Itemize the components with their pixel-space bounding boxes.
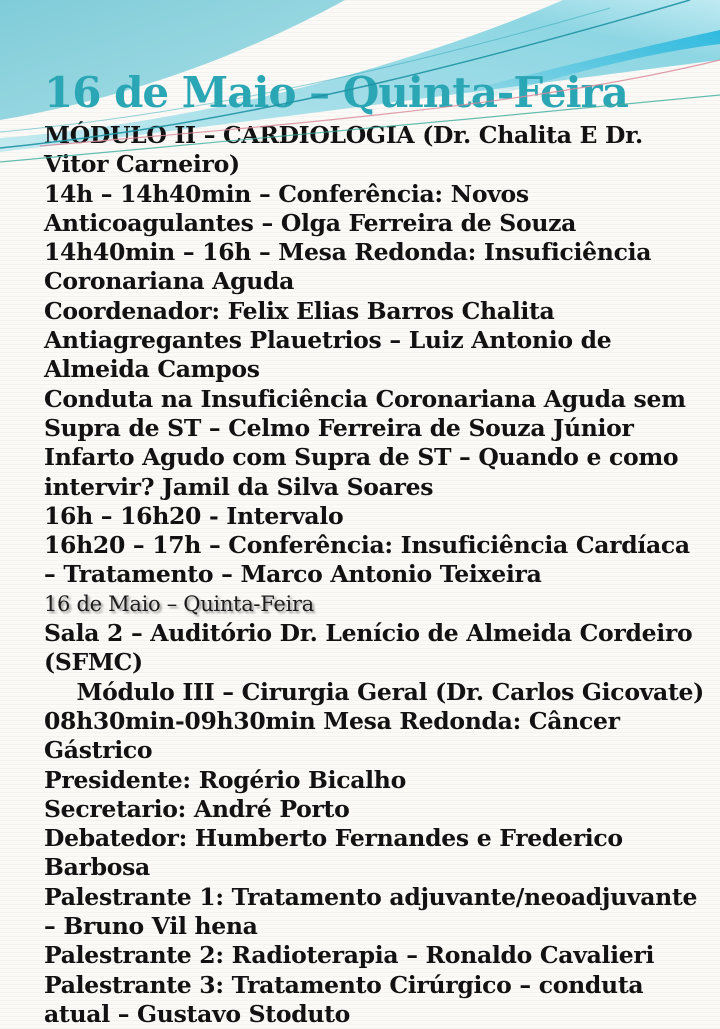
schedule-line: Palestrante 3: Tratamento Cirúrgico – conduta atual – Gustavo Stoduto bbox=[44, 970, 644, 1028]
schedule-line: Sala 2 – Auditório Dr. Lenício de Almeida Cordeiro (SFMC) bbox=[44, 619, 693, 677]
schedule-line: Palestrante 2: Radioterapia – Ronaldo Cavalieri bbox=[44, 941, 655, 970]
schedule-line: Coordenador: Felix Elias Barros Chalita bbox=[44, 296, 555, 325]
schedule-line: Módulo III – Cirurgia Geral (Dr. Carlos Gicovate) bbox=[76, 677, 704, 706]
schedule-line: Infarto Agudo com Supra de ST – Quando e como intervir? Jamil da Silva Soares bbox=[44, 443, 679, 501]
schedule-line: Palestrante 1: Tratamento adjuvante/neoadjuvante – Bruno Vil hena bbox=[44, 882, 698, 941]
schedule-line: MÓDULO II – CARDIOLOGIA (Dr. Chalita E Dr. Vitor Carneiro) bbox=[44, 121, 643, 179]
schedule-line: 16 de Maio – Quinta-Feira bbox=[44, 591, 314, 616]
schedule-line: Debatedor: Humberto Fernandes e Frederico Barbosa bbox=[44, 824, 623, 882]
page-title: 16 de Maio – Quinta-Feira bbox=[44, 68, 628, 117]
schedule-line: 08h30min-09h30min Mesa Redonda: Câncer Gástrico bbox=[44, 706, 620, 765]
schedule-line: 14h – 14h40min – Conferência: Novos Anticoagulantes – Olga Ferreira de Souza bbox=[44, 179, 577, 237]
schedule-line: 16h – 16h20 - Intervalo bbox=[44, 501, 344, 530]
schedule-line: Conduta na Insuficiência Coronariana Aguda sem Supra de ST – Celmo Ferreira de Souza Júnior bbox=[44, 384, 686, 442]
schedule-line: Secretario: André Porto bbox=[44, 794, 350, 823]
schedule-line: Presidente: Rogério Bicalho bbox=[44, 765, 406, 794]
schedule-line: Antiagregantes Plauetrios – Luiz Antonio de Almeida Campos bbox=[44, 326, 612, 384]
schedule-line: 14h40min – 16h – Mesa Redonda: Insuficiência Coronariana Aguda bbox=[44, 238, 652, 296]
schedule-text bbox=[44, 121, 704, 1029]
schedule-line: 16h20 – 17h – Conferência: Insuficiência Cardíaca – Tratamento – Marco Antonio Teixeira bbox=[44, 531, 690, 589]
